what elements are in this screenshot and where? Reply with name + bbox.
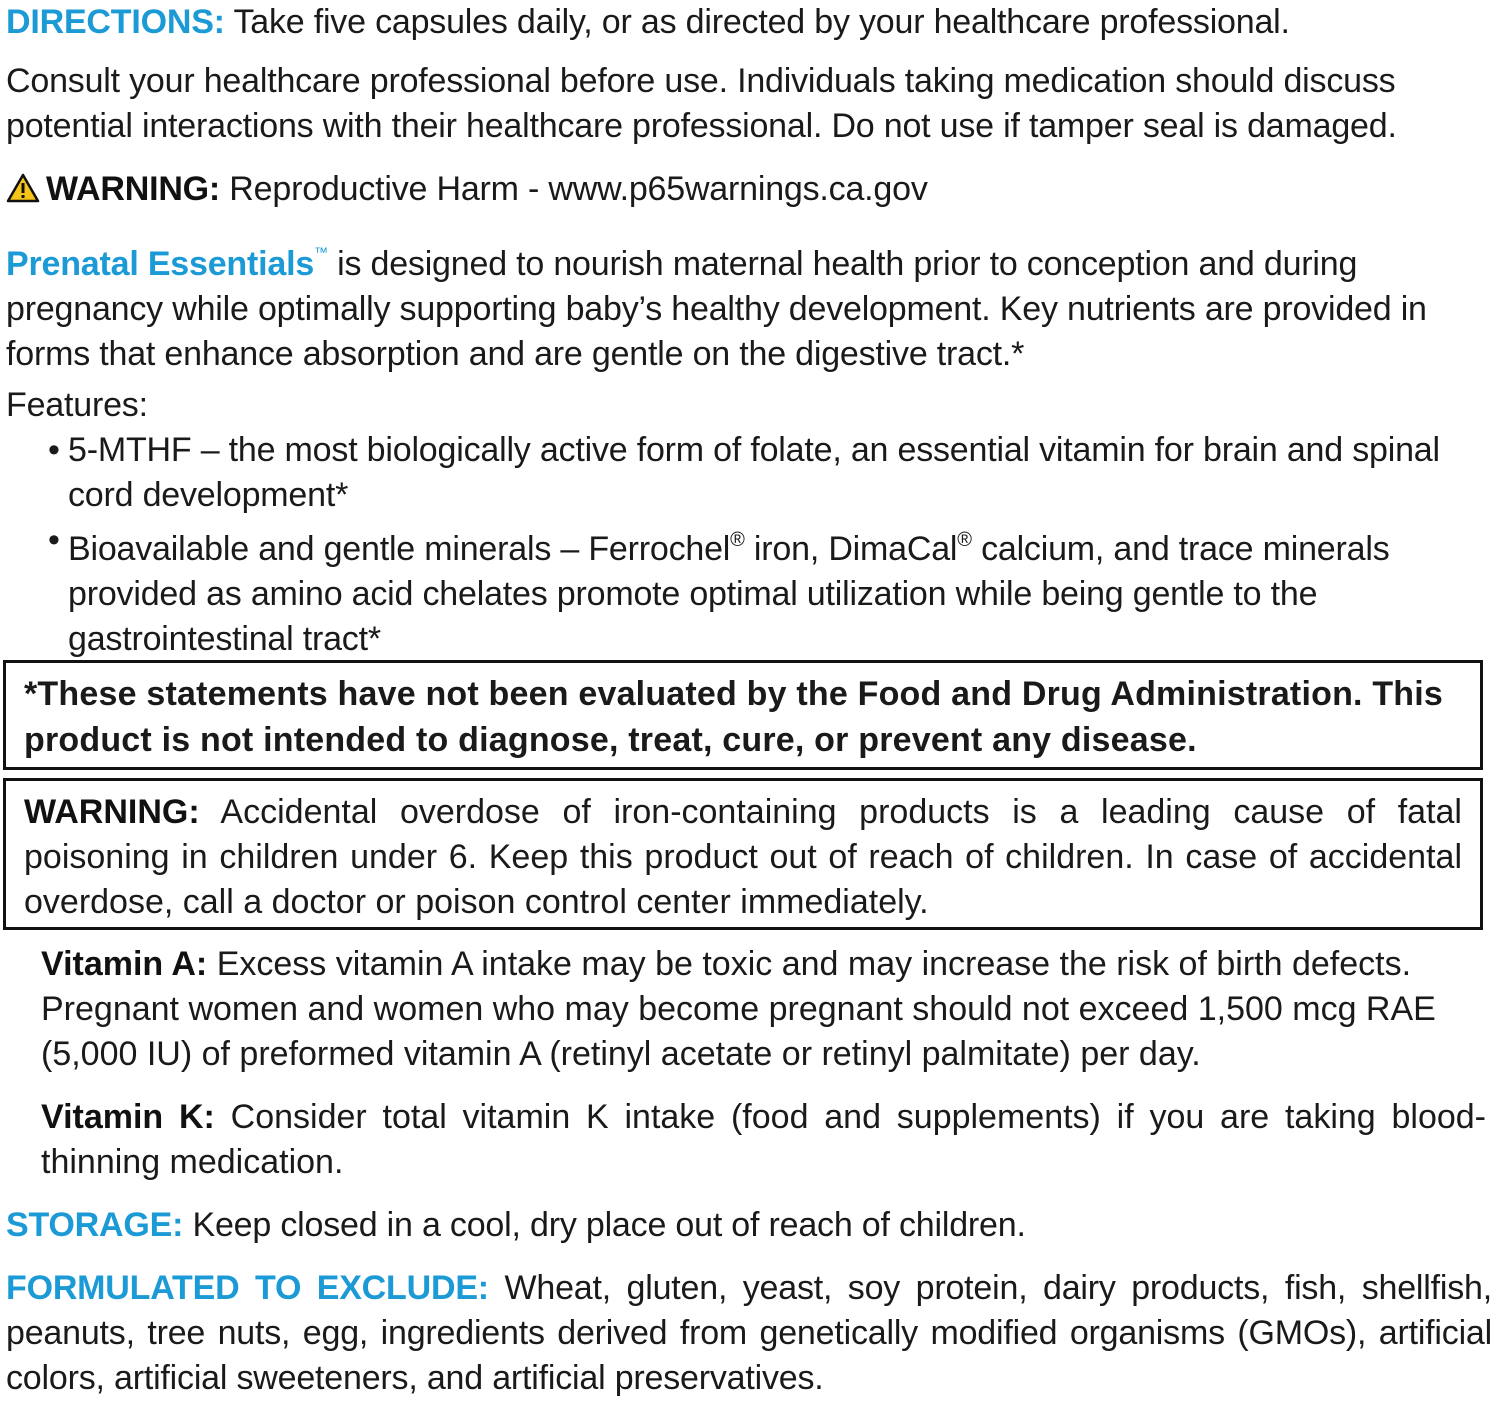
vitamin-k-label: Vitamin K: (41, 1098, 215, 1136)
iron-warning-box (3, 778, 1483, 930)
feature-text-part: iron, DimaCal (744, 530, 958, 568)
exclude-text: Wheat, gluten, yeast, soy protein, dairy products, fish, shellfish, peanuts, tree nuts, egg, ingredients derived from genetically modified organisms (GMOs), artificial colors, artificial sweeteners, and artificial preservatives. (6, 1269, 1492, 1397)
fda-disclaimer-text: *These statements have not been evaluated by the Food and Drug Administration. This product is not intended to diagnose, treat, cure, or prevent any disease. (24, 675, 1444, 759)
features-section (6, 383, 1492, 662)
feature-text-part: Bioavailable and gentle minerals – Ferrochel (68, 530, 731, 568)
registered-symbol: ® (957, 529, 972, 551)
vitamin-k-text: Consider total vitamin K intake (food and supplements) if you are taking blood-thinning medication. (41, 1098, 1486, 1181)
directions-label: DIRECTIONS: (6, 3, 225, 41)
bullet-icon: • (48, 521, 60, 559)
feature-text: 5-MTHF – the most biologically active form of folate, an essential vitamin for brain and spinal cord development* (68, 431, 1440, 514)
registered-symbol: ® (730, 529, 745, 551)
features-list (6, 428, 1492, 662)
feature-text-part: calcium, and trace minerals provided as amino acid chelates promote optimal utilization while being gentle to the gastrointestinal tract* (68, 530, 1390, 658)
storage-label: STORAGE: (6, 1206, 184, 1244)
trademark-symbol: ™ (314, 244, 328, 260)
brand-name: Prenatal Essentials (6, 245, 315, 283)
storage-text: Keep closed in a cool, dry place out of reach of children. (183, 1206, 1026, 1244)
storage-section (6, 1203, 1492, 1248)
description-text: is designed to nourish maternal health prior to conception and during pregnancy while optimally supporting baby’s healthy development. Key nutrients are provided in forms that enhance absorption and are gentle on the digestive tract.* (6, 245, 1427, 373)
p65-warning-text: Reproductive Harm - www.p65warnings.ca.gov (220, 170, 928, 208)
directions-text: Take five capsules daily, or as directed by your healthcare professional. (224, 3, 1290, 41)
consult-text: Consult your healthcare professional before use. Individuals taking medication should discuss potential interactions with their healthcare professional. Do not use if tamper seal is damaged. (6, 62, 1397, 145)
features-heading: Features: (6, 386, 148, 424)
p65-warning-label: WARNING: (46, 170, 221, 208)
iron-warning-label: WARNING: (24, 793, 200, 831)
fda-disclaimer-box (3, 660, 1483, 770)
feature-item (6, 428, 1492, 518)
vitamin-a-text: Excess vitamin A intake may be toxic and may increase the risk of birth defects. Pregnant women and women who may become pregnant should not exceed 1,500 mcg RAE (5,000 IU) of preformed vitamin A (retinyl acetate or retinyl palmitate) per day. (41, 945, 1436, 1073)
exclude-label: FORMULATED TO EXCLUDE: (6, 1269, 489, 1307)
vitamin-k-warning (41, 1095, 1486, 1185)
vitamin-a-warning (41, 942, 1486, 1077)
p65-warning-line (6, 167, 1492, 212)
directions-section (6, 0, 1492, 45)
vitamin-a-label: Vitamin A: (41, 945, 208, 983)
bullet-icon: • (48, 431, 60, 469)
feature-item (6, 518, 1492, 662)
product-description (6, 230, 1492, 377)
iron-warning-text: Accidental overdose of iron-containing products is a leading cause of fatal poisoning in children under 6. Keep this product out of reach of children. In case of accidental overdose, call a doctor or poison control center immediately. (24, 793, 1462, 921)
consult-paragraph (6, 59, 1492, 149)
exclude-section (6, 1266, 1492, 1401)
warning-triangle-icon (6, 170, 40, 200)
